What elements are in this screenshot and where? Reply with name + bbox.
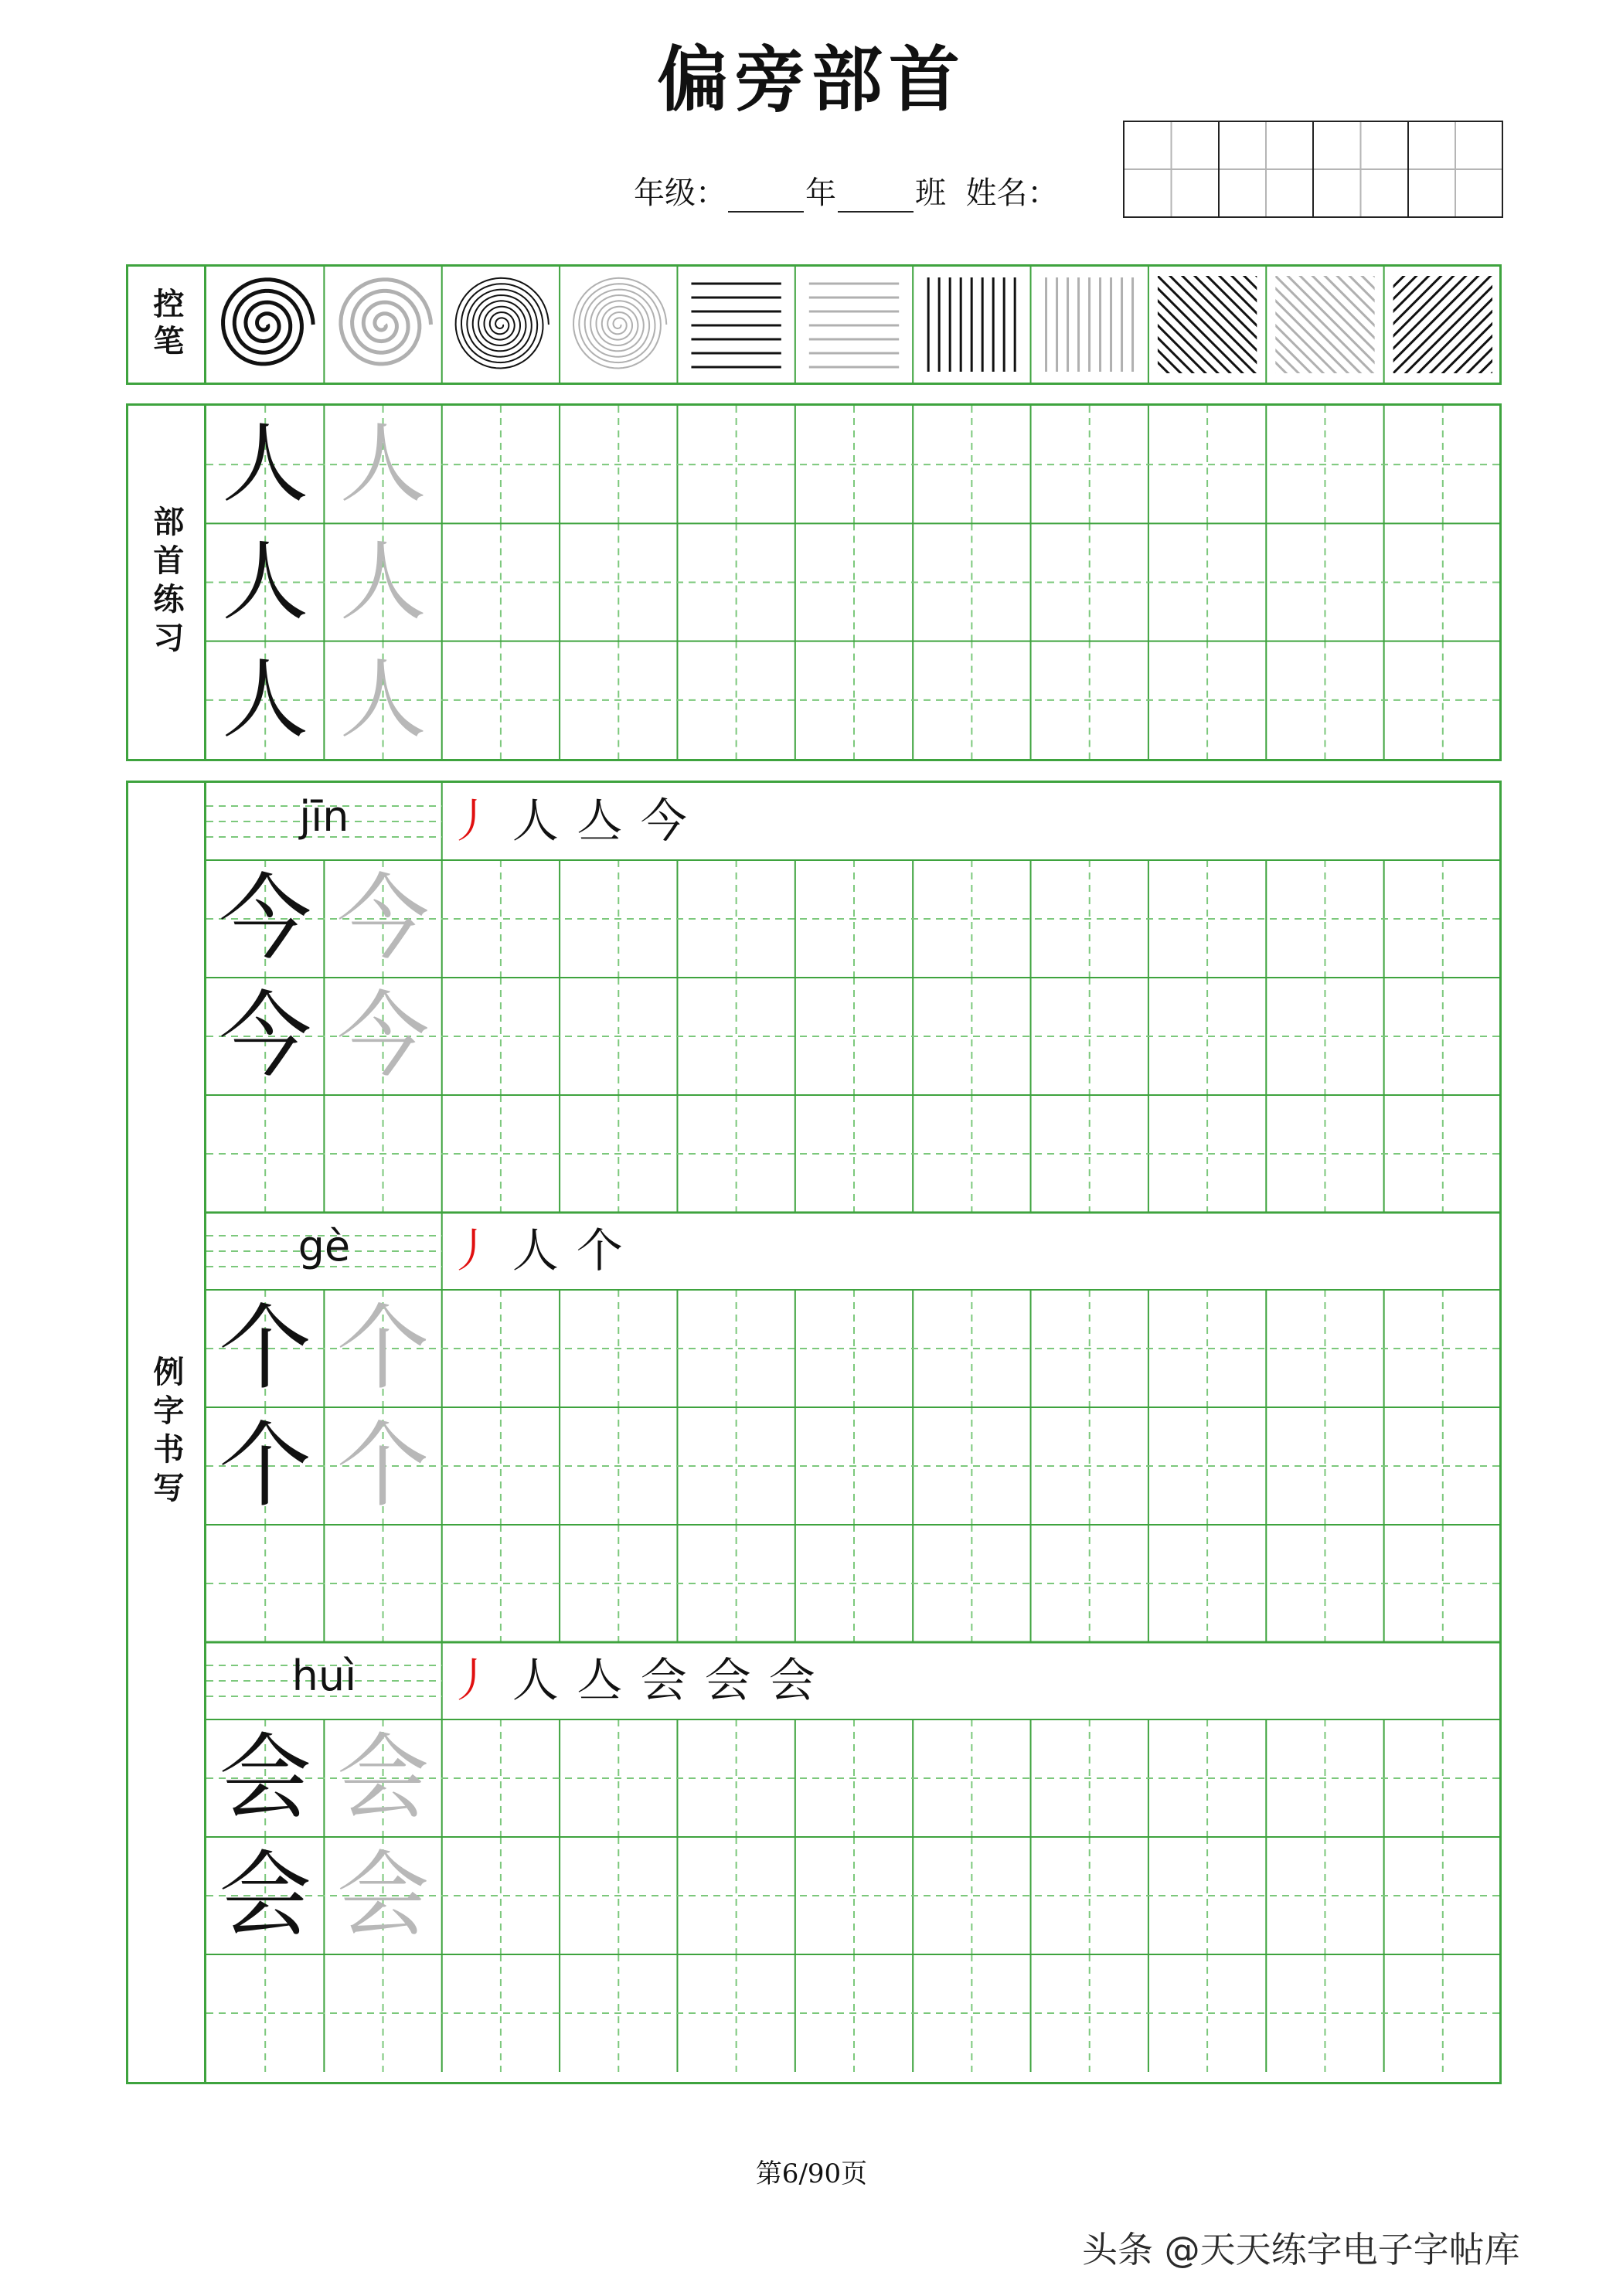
pinyin-label: gè <box>298 1222 350 1270</box>
name-box[interactable] <box>1314 122 1409 216</box>
example-trace-char: 会 <box>336 1724 430 1832</box>
control-pen-section <box>126 264 1502 385</box>
pinyin-label: jīn <box>299 792 349 841</box>
pattern-spiral-bold <box>223 280 313 364</box>
radical-practice-label: 部首练习 <box>128 406 206 759</box>
pattern-vertical <box>928 277 1015 372</box>
grade-year-field[interactable] <box>728 183 804 213</box>
example-char: 今 <box>219 865 312 973</box>
pattern-vertical <box>1046 277 1132 372</box>
stroke-order-step: 人 <box>512 1654 559 1708</box>
example-char: 今 <box>219 982 312 1090</box>
radical-trace-char: 人 <box>339 649 427 750</box>
stroke-order-step: 会 <box>640 1654 687 1708</box>
name-label: 姓名： <box>965 175 1059 211</box>
control-pen-label: 控笔 <box>128 267 206 383</box>
stroke-order-step: 丿 <box>447 794 495 849</box>
name-box[interactable] <box>1125 122 1220 216</box>
name-box[interactable] <box>1409 122 1502 216</box>
stroke-order-step: 丿 <box>447 1654 495 1708</box>
example-trace-char: 个 <box>336 1294 430 1403</box>
example-trace-char: 今 <box>336 865 430 973</box>
student-info <box>634 168 1058 213</box>
radical-trace-char: 人 <box>339 414 427 515</box>
watermark: 头条 @天天练字电子字帖库 <box>1082 2229 1520 2270</box>
name-box[interactable] <box>1220 122 1315 216</box>
radical-practice-grid[interactable] <box>206 406 1499 759</box>
example-char: 会 <box>219 1724 312 1832</box>
example-writing-section <box>126 781 1502 2084</box>
pattern-spiral-fine <box>573 278 666 369</box>
radical-practice-section <box>126 403 1502 761</box>
class-field[interactable] <box>838 183 914 213</box>
stroke-order-step: 亼 <box>576 794 623 849</box>
stroke-order-step: 会 <box>768 1654 815 1708</box>
example-char: 会 <box>219 1842 312 1950</box>
radical-char: 人 <box>222 649 309 750</box>
radical-trace-char: 人 <box>339 532 427 633</box>
example-trace-char: 今 <box>336 982 430 1090</box>
pinyin-label: huì <box>291 1651 356 1700</box>
grade-label: 年级： <box>634 175 726 211</box>
stroke-order-step: 人 <box>512 794 559 849</box>
example-writing-grid[interactable] <box>206 783 1499 2082</box>
example-trace-char: 会 <box>336 1842 430 1950</box>
year-suffix: 年 <box>805 175 836 211</box>
stroke-order-step: 亼 <box>576 1654 623 1708</box>
stroke-order-step: 丿 <box>447 1224 495 1278</box>
radical-char: 人 <box>222 414 309 515</box>
example-char: 个 <box>219 1294 312 1403</box>
example-char: 个 <box>219 1412 312 1520</box>
stroke-order-step: 会 <box>704 1654 751 1708</box>
control-pen-patterns <box>206 267 1499 383</box>
radical-char: 人 <box>222 532 309 633</box>
stroke-order-step: 今 <box>640 794 687 849</box>
page-title: 偏旁部首 <box>656 38 966 121</box>
page-number: 第6/90页 <box>755 2158 868 2189</box>
pattern-spiral-fine <box>455 278 548 369</box>
example-trace-char: 个 <box>336 1412 430 1520</box>
stroke-order-step: 人 <box>512 1224 559 1278</box>
example-writing-label: 例字书写 <box>128 783 206 2082</box>
pattern-horizontal <box>809 284 899 367</box>
stroke-order-step: 个 <box>576 1224 623 1278</box>
class-suffix: 班 <box>915 175 946 211</box>
name-boxes <box>1123 121 1503 218</box>
pattern-spiral-bold <box>341 280 431 364</box>
pattern-horizontal <box>691 284 781 367</box>
